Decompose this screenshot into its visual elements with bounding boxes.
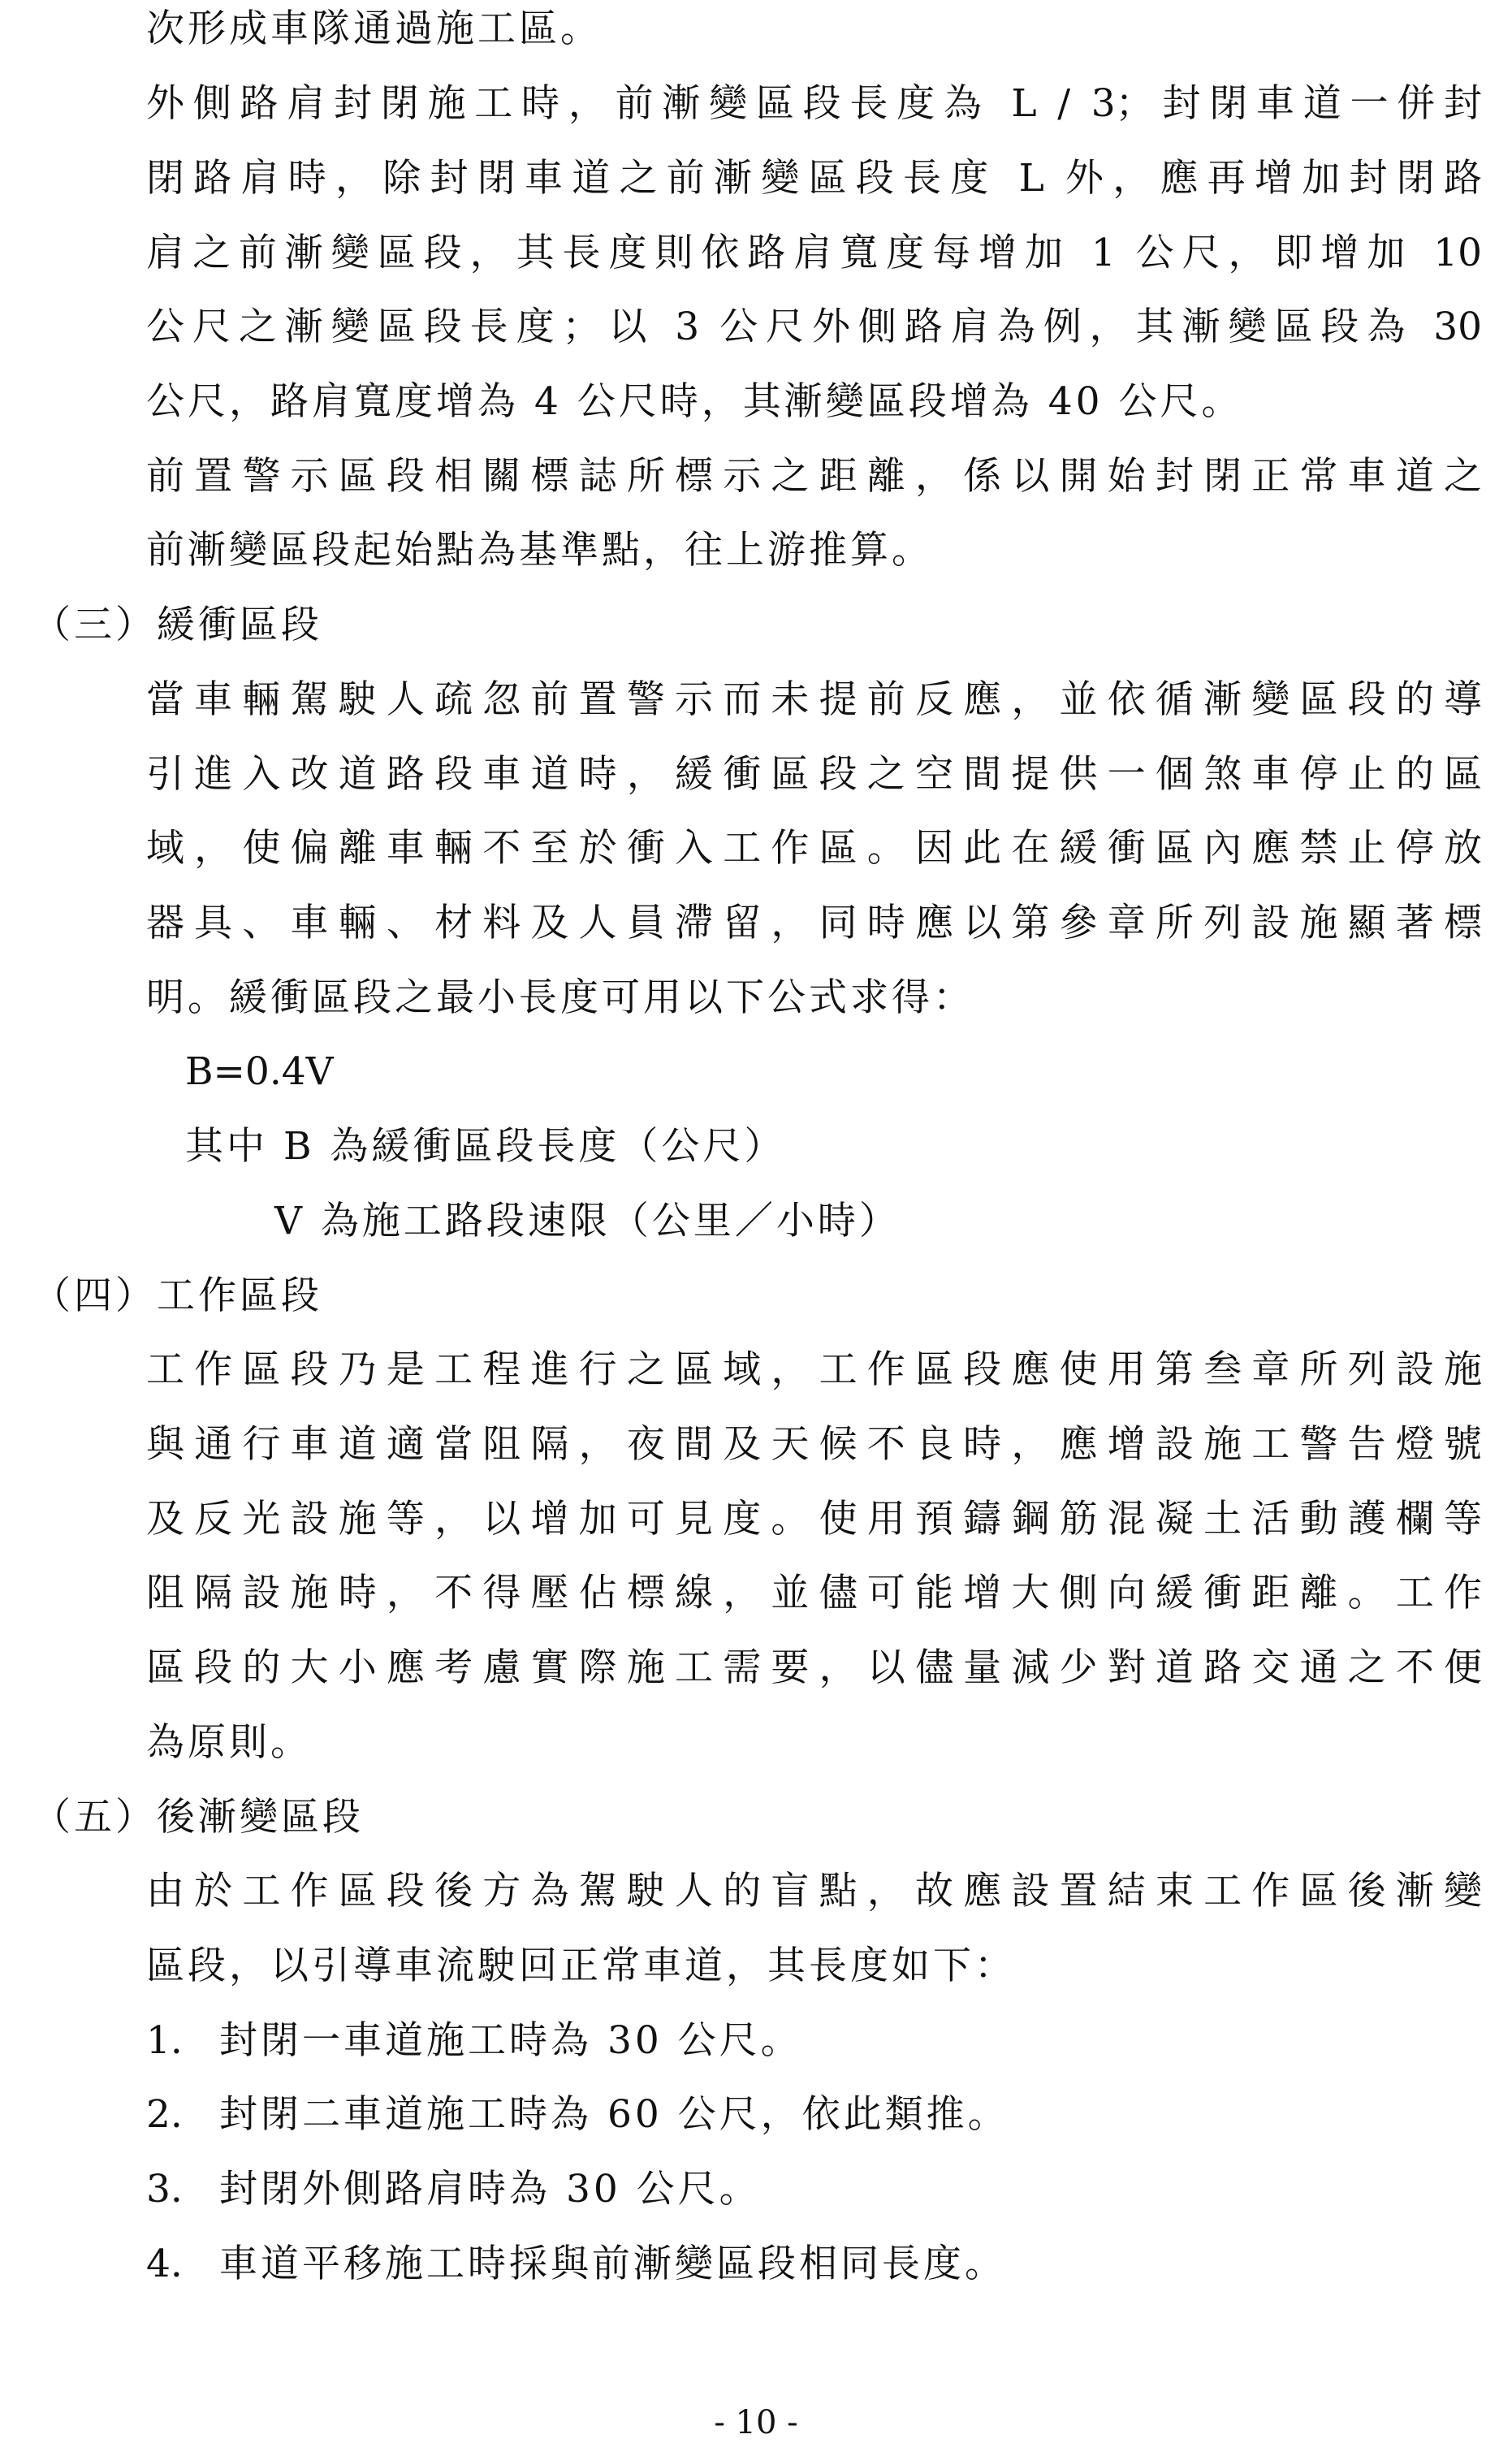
paragraph-line: 公尺之漸變區段長度；以 3 公尺外側路肩為例，其漸變區段為 30 (146, 305, 1482, 349)
list-item (146, 2091, 1009, 2139)
list-item-number: 3. (146, 2167, 183, 2212)
list-item-text: 封閉外側路肩時為 30 公尺。 (219, 2167, 761, 2212)
paragraph-line: 當車輛駕駛人疏忽前置警示而未提前反應，並依循漸變區段的導 (146, 677, 1482, 722)
paragraph-line: 前漸變區段起始點為基準點，往上游推算。 (146, 528, 933, 573)
list-item-number: 4. (146, 2242, 183, 2286)
list-item-text: 車道平移施工時採與前漸變區段相同長度。 (219, 2242, 1006, 2286)
formula: B=0.4V (185, 1049, 334, 1094)
page-number: - 10 - (714, 2404, 798, 2441)
paragraph-line: 前置警示區段相關標誌所標示之距離，係以開始封閉正常車道之 (146, 454, 1482, 499)
paragraph-line: 區段，以引導車流駛回正常車道，其長度如下： (146, 1944, 1016, 1988)
paragraph-line: 閉路肩時，除封閉車道之前漸變區段長度 L 外，應再增加封閉路 (146, 156, 1482, 201)
list-item (146, 2240, 1006, 2289)
paragraph-line: 引進入改道路段車道時，緩衝區段之空間提供一個煞車停止的區 (146, 752, 1482, 797)
paragraph-line: 域，使偏離車輛不至於衝入工作區。因此在緩衝區內應禁止停放 (146, 826, 1482, 871)
paragraph-line: 區段的大小應考慮實際施工需要，以儘量減少對道路交通之不便 (146, 1645, 1482, 1690)
paragraph-line: 肩之前漸變區段，其長度則依路肩寬度每增加 1 公尺，即增加 10 (146, 231, 1482, 275)
paragraph-line: 公尺，路肩寬度增為 4 公尺時，其漸變區段增為 40 公尺。 (146, 379, 1243, 424)
section-heading-buffer-zone: （三）緩衝區段 (32, 603, 322, 647)
paragraph-line: 為原則。 (146, 1720, 312, 1765)
list-item (146, 2165, 761, 2214)
list-item-number: 1. (146, 2018, 183, 2063)
paragraph-line: 工作區段乃是工程進行之區域，工作區段應使用第叁章所列設施 (146, 1347, 1482, 1392)
list-item-text: 封閉一車道施工時為 30 公尺。 (219, 2018, 802, 2063)
section-heading-rear-taper: （五）後漸變區段 (32, 1795, 364, 1840)
paragraph-line: 器具、車輛、材料及人員滯留，同時應以第參章所列設施顯著標 (146, 901, 1482, 945)
formula-definition-v: V 為施工路段速限（公里／小時） (274, 1199, 901, 1243)
paragraph-line: 及反光設施等，以增加可見度。使用預鑄鋼筋混凝土活動護欄等 (146, 1497, 1482, 1541)
paragraph-line: 明。緩衝區段之最小長度可用以下公式求得： (146, 975, 974, 1020)
paragraph-line: 外側路肩封閉施工時，前漸變區段長度為 L / 3；封閉車道一併封 (146, 81, 1482, 126)
list-item-text: 封閉二車道施工時為 60 公尺，依此類推。 (219, 2092, 1009, 2137)
list-item (146, 2017, 802, 2065)
paragraph-line: 由於工作區段後方為駕駛人的盲點，故應設置結束工作區後漸變 (146, 1869, 1482, 1913)
paragraph-line: 次形成車隊通過施工區。 (146, 6, 602, 51)
paragraph-line: 與通行車道適當阻隔，夜間及天候不良時，應增設施工警告燈號 (146, 1422, 1482, 1467)
formula-definition-b: 其中 B 為緩衝區段長度（公尺） (185, 1124, 786, 1169)
list-item-number: 2. (146, 2092, 183, 2137)
section-heading-work-zone: （四）工作區段 (32, 1273, 322, 1318)
paragraph-line: 阻隔設施時，不得壓佔標線，並儘可能增大側向緩衝距離。工作 (146, 1571, 1482, 1615)
